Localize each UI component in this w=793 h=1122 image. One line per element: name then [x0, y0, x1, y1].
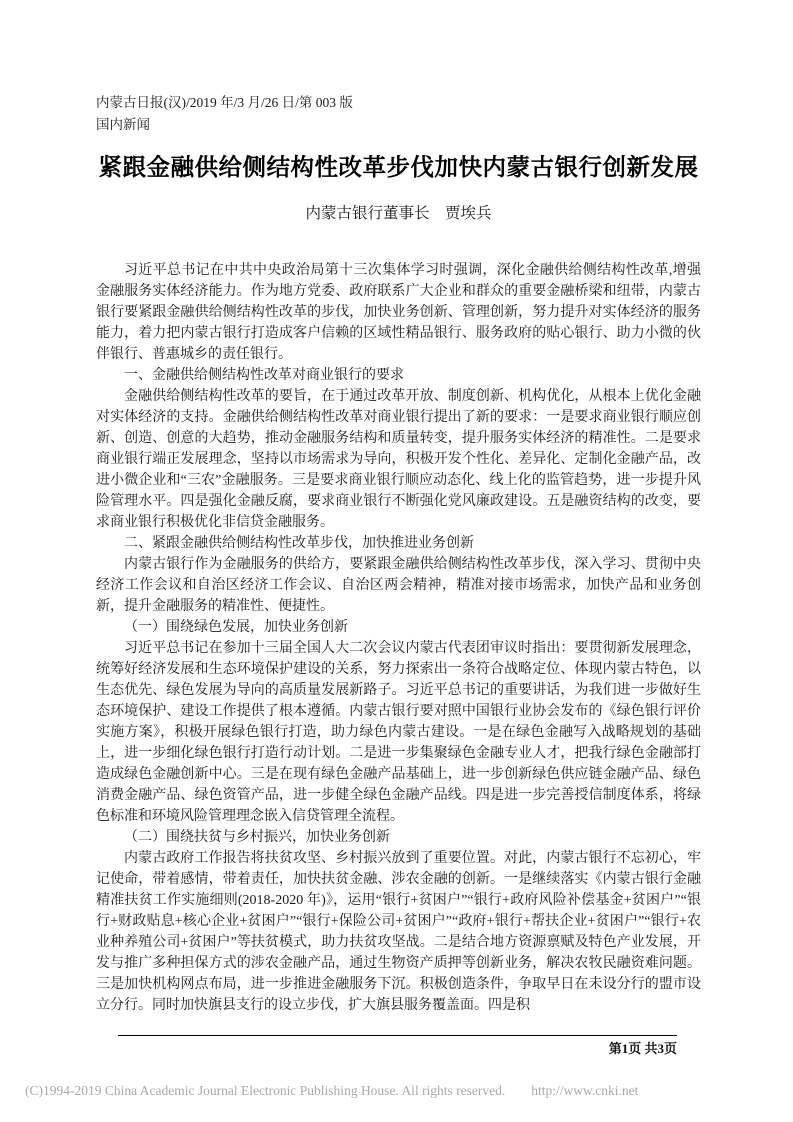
source-line: 内蒙古日报(汉)/2019 年/3 月/26 日/第 003 版	[96, 95, 353, 110]
article-body	[96, 260, 701, 1016]
subsection-1-paragraph: 习近平总书记在参加十三届全国人大二次会议内蒙古代表团审议时指出：要贯彻新发展理念，统筹好经济发展和生态环境保护建设的关系，努力探索出一条符合战略定位、体现内蒙古特色，以生态优先、绿色发展为导向的高质量发展新路子。习近平总书记的重要讲话，为我们进一步做好生态环境保护、建设工作提供了根本遵循。内蒙古银行要对照中国银行业协会发布的《绿色银行评价实施方案》，积极开展绿色银行打造，助力绿色内蒙古建设。一是在绿色金融写入战略规划的基础上，进一步细化绿色银行打造行动计划。二是进一步集聚绿色金融专业人才，把我行绿色金融部打造成绿色金融创新中心。三是在现有绿色金融产品基础上，进一步创新绿色供应链金融产品、绿色消费金融产品、绿色资管产品，进一步健全绿色金融产品线。四是进一步完善授信制度体系，将绿色标准和环境风险管理理念嵌入信贷管理全流程。	[96, 641, 701, 824]
section-line: 国内新闻	[96, 116, 150, 132]
subsection-1-heading: （一）围绕绿色发展，加快业务创新	[124, 620, 348, 635]
subsection-2-paragraph: 内蒙古政府工作报告将扶贫攻坚、乡村振兴放到了重要位置。对此，内蒙古银行不忘初心，牢记使命，带着感情，带着责任，加快扶贫金融、涉农金融的创新。一是继续落实《内蒙古银行金融精准扶贫工作实施细则(2018-2020 年)》，运用“银行+贫困户”“银行+政府风险补偿基金+贫困户”“银行+财政贴息+核心企业+贫困户”“银行+保险公司+贫困户”“政府+银行+帮扶企业+贫困户”“银行+农业种养殖公司+贫困户”等扶贫模式，助力扶贫攻坚战。二是结合地方资源禀赋及特色产业发展，开发与推广多种担保方式的涉农金融产品，通过生物资产质押等创新业务，解决农牧民融资难问题。三是加快机构网点布局，进一步推进金融服务下沉。积极创造条件，争取早日在未设分行的盟市设立分行。同时加快旗县支行的设立步伐，扩大旗县服务覆盖面。四是积	[96, 851, 701, 1013]
article-title: 紧跟金融供给侧结构性改革步伐加快内蒙古银行创新发展	[98, 155, 699, 181]
section-1-heading: 一、金融供给侧结构性改革对商业银行的要求	[124, 368, 404, 383]
section-1-paragraph: 金融供给侧结构性改革的要旨，在于通过改革开放、制度创新、机构优化，从根本上优化金融对实体经济的支持。金融供给侧结构性改革对商业银行提出了新的要求：一是要求商业银行顺应创新、创造、创意的大趋势，推动金融服务结构和质量转变，提升服务实体经济的精准性。二是要求商业银行端正发展理念，坚持以市场需求为导向，积极开发个性化、差异化、定制化金融产品，改进小微企业和“三农”金融服务。三是要求商业银行顺应动态化、线上化的监管趋势，进一步提升风险管理水平。四是强化金融反腐，要求商业银行不断强化党风廉政建设。五是融资结构的改变，要求商业银行积极优化非信贷金融服务。	[96, 389, 701, 530]
source-header	[96, 92, 701, 135]
copyright-text: (C)1994-2019 China Academic Journal Electronic Publishing House. All rights reserved.	[25, 1083, 506, 1098]
subsection-2-heading: （二）围绕扶贫与乡村振兴，加快业务创新	[124, 830, 390, 845]
copyright-notice	[25, 1082, 765, 1100]
article-byline: 内蒙古银行董事长 贾埃兵	[305, 205, 492, 222]
section-2-paragraph: 内蒙古银行作为金融服务的供给方，要紧跟金融供给侧结构性改革步伐，深入学习、贯彻中央经济工作会议和自治区经济工作会议、自治区两会精神，精准对接市场需求，加快产品和业务创新，提升金融服务的精准性、便捷性。	[96, 557, 701, 614]
footer-divider	[118, 1035, 677, 1036]
intro-paragraph: 习近平总书记在中共中央政治局第十三次集体学习时强调，深化金融供给侧结构性改革,增强金融服务实体经济能力。作为地方党委、政府联系广大企业和群众的重要金融桥梁和纽带，内蒙古银行要紧跟金融供给侧结构性改革的步伐，加快业务创新、管理创新，努力提升对实体经济的服务能力，着力把内蒙古银行打造成客户信赖的区域性精品银行、服务政府的贴心银行、助力小微的伙伴银行、普惠城乡的责任银行。	[96, 263, 701, 362]
page-indicator: 第1页 共3页	[608, 1041, 677, 1056]
cnki-url: http://www.cnki.net	[531, 1083, 639, 1098]
section-2-heading: 二、紧跟金融供给侧结构性改革步伐，加快推进业务创新	[124, 536, 474, 551]
